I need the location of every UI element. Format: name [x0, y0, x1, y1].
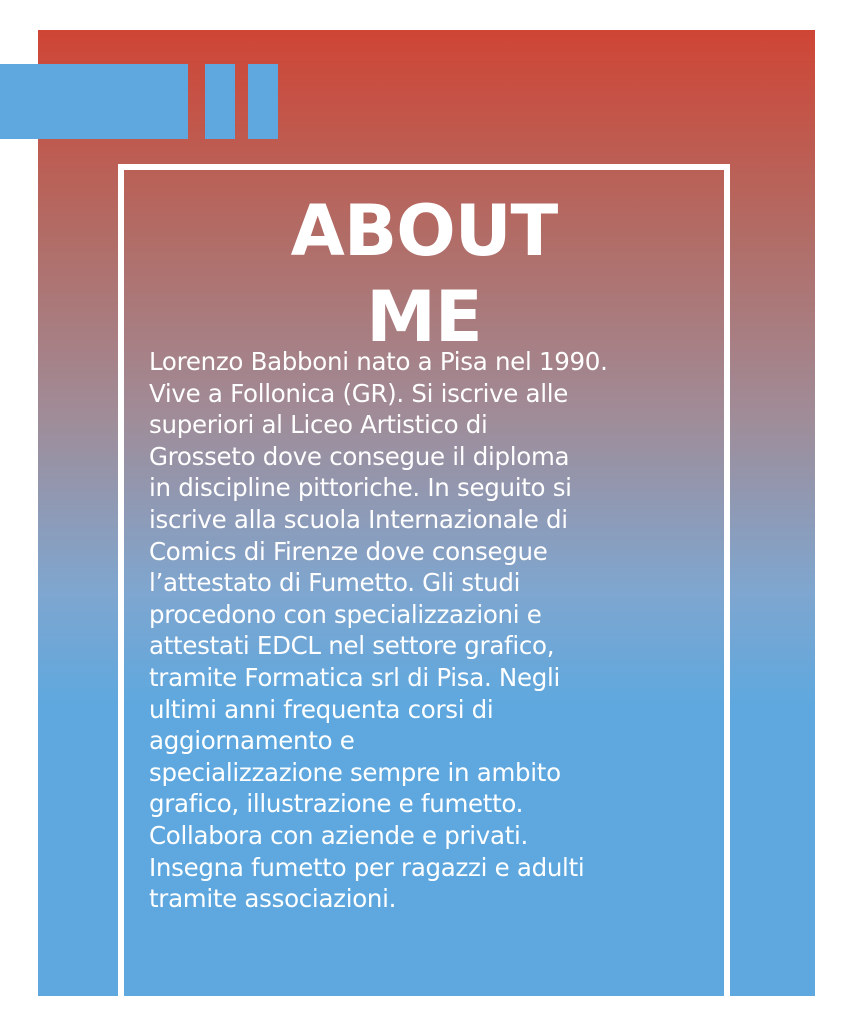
- bio-line: Lorenzo Babboni nato a Pisa nel 1990.: [149, 347, 608, 376]
- bio-line: l’attestato di Fumetto. Gli studi: [149, 568, 521, 598]
- bio-line: Insegna fumetto per ragazzi e adulti: [149, 852, 585, 882]
- bio-line: aggiornamento e: [149, 726, 355, 756]
- bio-line: superiori al Liceo Artistico di: [149, 410, 488, 440]
- accent-bar-medium: [205, 64, 235, 139]
- title-line-2: ME: [366, 276, 482, 358]
- bio-line: specializzazione sempre in ambito: [149, 757, 561, 787]
- bio-line: attestati EDCL nel settore grafico,: [149, 631, 555, 661]
- page-title: [118, 188, 730, 360]
- bio-line: Comics di Firenze dove consegue: [149, 536, 548, 566]
- bio-line: tramite Formatica srl di Pisa. Negli: [149, 662, 560, 692]
- accent-bar-short: [248, 64, 278, 139]
- bio-line: procedono con specializzazioni e: [149, 599, 542, 629]
- bio-line: Collabora con aziende e privati.: [149, 820, 529, 850]
- bio-line: Vive a Follonica (GR). Si iscrive alle: [149, 378, 569, 408]
- bio-line: in discipline pittoriche. In seguito si: [149, 473, 572, 503]
- bio-text: [149, 346, 709, 915]
- accent-bar-long: [0, 64, 188, 139]
- bio-line: tramite associazioni.: [149, 884, 397, 914]
- bio-line: Grosseto dove consegue il diploma: [149, 441, 570, 471]
- bio-line: iscrive alla scuola Internazionale di: [149, 504, 568, 534]
- bio-line: ultimi anni frequenta corsi di: [149, 694, 494, 724]
- title-line-1: ABOUT: [290, 190, 558, 272]
- bio-line: grafico, illustrazione e fumetto.: [149, 789, 524, 819]
